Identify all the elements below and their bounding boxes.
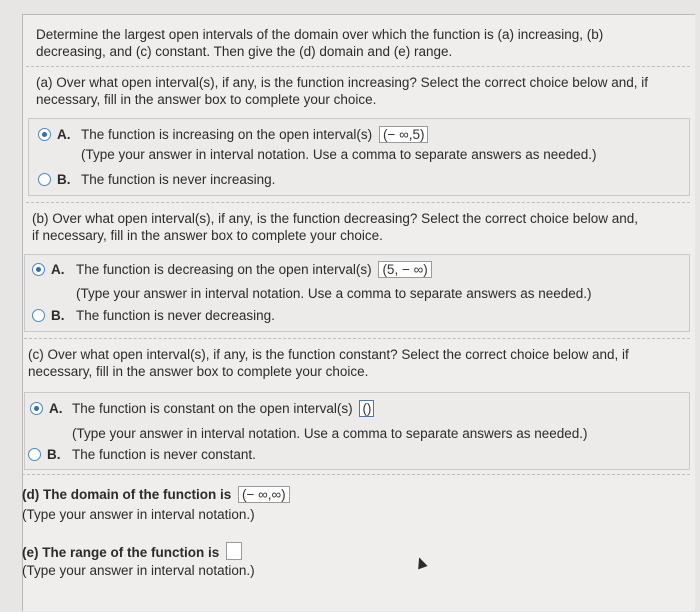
part-b-radio-a[interactable] (32, 263, 45, 276)
divider (24, 338, 690, 339)
part-b-radio-b[interactable] (32, 309, 45, 322)
part-e-hint: (Type your answer in interval notation.) (22, 563, 255, 578)
part-c-letter-b: B. (47, 447, 61, 462)
part-b-choice-a (76, 261, 432, 278)
part-a-letter-b: B. (57, 172, 71, 187)
part-a-answer-box[interactable]: (− ∞,5) (379, 126, 429, 143)
part-c-radio-a[interactable] (30, 402, 43, 415)
part-e-answer-box[interactable] (226, 542, 242, 560)
part-a-hint: (Type your answer in interval notation. Use a comma to separate answers as needed.) (81, 147, 597, 162)
part-e-question-text: (e) The range of the function is (22, 545, 220, 560)
part-a-letter-a: A. (57, 127, 71, 142)
intro-line-1: Determine the largest open intervals of the domain over which the function is (a) increasing, (b) (36, 27, 604, 42)
intro-line-2: decreasing, and (c) constant. Then give the (d) domain and (e) range. (36, 44, 453, 59)
part-c-choice-b: The function is never constant. (72, 447, 256, 462)
part-b-question-2: if necessary, fill in the answer box to complete your choice. (32, 228, 383, 243)
part-a-radio-a[interactable] (38, 128, 51, 141)
part-c-radio-b[interactable] (28, 448, 41, 461)
part-c-choice-a-text: The function is constant on the open interval(s) (72, 401, 353, 416)
part-b-letter-a: A. (51, 262, 65, 277)
part-c-letter-a: A. (49, 401, 63, 416)
divider (22, 474, 690, 475)
part-d-answer-box[interactable]: (− ∞,∞) (238, 486, 290, 503)
part-b-choice-a-text: The function is decreasing on the open interval(s) (76, 262, 372, 277)
part-c-question-2: necessary, fill in the answer box to complete your choice. (28, 364, 369, 379)
part-b-letter-b: B. (51, 308, 65, 323)
part-c-answer-box[interactable]: () (359, 400, 374, 417)
part-c-choice-a (72, 400, 374, 417)
part-a-choice-b: The function is never increasing. (81, 172, 276, 187)
part-a-question-2: necessary, fill in the answer box to complete your choice. (36, 92, 377, 107)
part-b-answer-box[interactable]: (5, − ∞) (378, 261, 431, 278)
part-a-choice-a-text: The function is increasing on the open interval(s) (81, 127, 373, 142)
part-d-question (22, 486, 290, 503)
part-b-hint: (Type your answer in interval notation. Use a comma to separate answers as needed.) (76, 286, 592, 301)
part-c-hint: (Type your answer in interval notation. Use a comma to separate answers as needed.) (72, 426, 588, 441)
divider (26, 202, 690, 203)
part-a-choice-a (81, 126, 428, 143)
part-a-radio-b[interactable] (38, 173, 51, 186)
part-d-question-text: (d) The domain of the function is (22, 487, 232, 502)
part-c-question-1: (c) Over what open interval(s), if any, is the function constant? Select the correct choice below and, if (28, 347, 629, 362)
part-b-choice-b: The function is never decreasing. (76, 308, 275, 323)
divider (26, 66, 690, 67)
part-a-question-1: (a) Over what open interval(s), if any, is the function increasing? Select the correct choice below and, if (36, 75, 649, 90)
part-b-question-1: (b) Over what open interval(s), if any, is the function decreasing? Select the correct choice below and, (32, 211, 639, 226)
part-e-question (22, 542, 242, 561)
part-d-hint: (Type your answer in interval notation.) (22, 507, 255, 522)
